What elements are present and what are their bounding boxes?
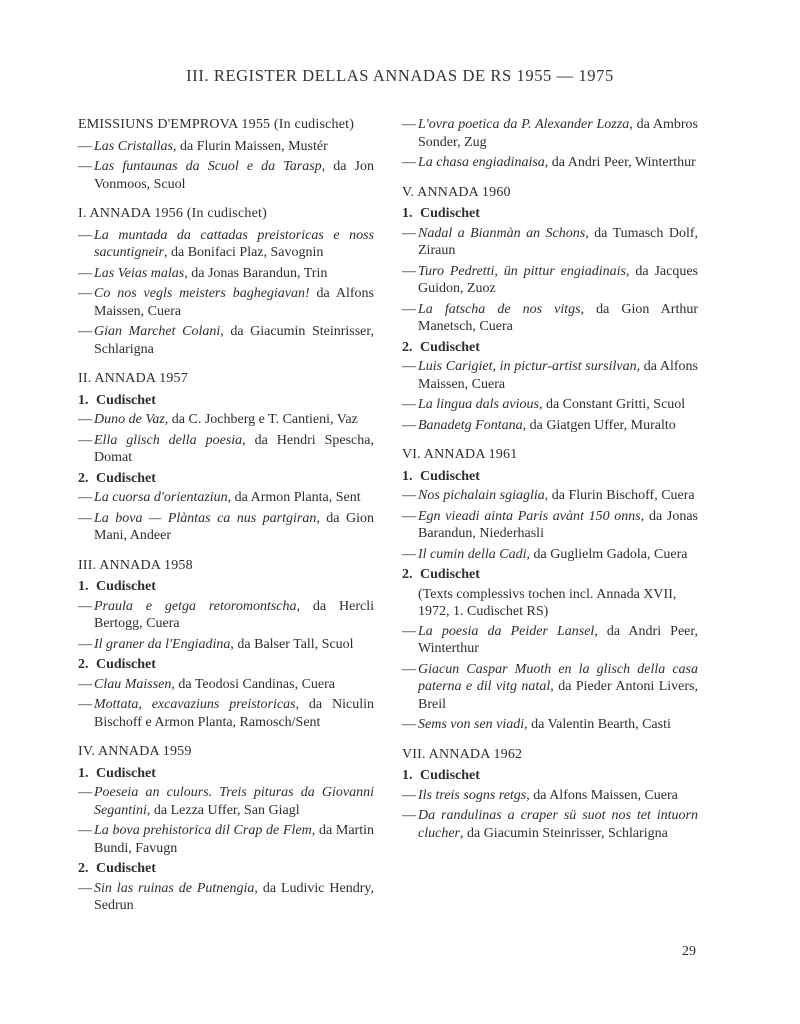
dash-marker: — xyxy=(78,432,92,448)
register-entry xyxy=(78,598,374,633)
cudischet-heading xyxy=(78,392,374,410)
register-entry xyxy=(402,487,698,505)
cudischet-label: Cudischet xyxy=(96,470,156,486)
cudischet-label: Cudischet xyxy=(420,339,480,355)
dash-marker: — xyxy=(402,546,416,562)
register-entry xyxy=(402,396,698,414)
cudischet-number: 2. xyxy=(78,861,89,876)
entry-title: Praula e getga retoromontscha xyxy=(94,598,297,614)
dash-marker: — xyxy=(78,159,92,174)
entry-title: Ella glisch della poesia xyxy=(94,432,243,448)
dash-marker: — xyxy=(402,155,416,170)
register-entry xyxy=(78,822,374,857)
cudischet-number: 1. xyxy=(78,765,89,781)
cudischet-label: Cudischet xyxy=(420,206,480,221)
entry-title: Poeseia an culours. Treis pituras da Giovanni Segantini xyxy=(94,785,374,818)
dash-marker: — xyxy=(78,785,92,800)
dash-marker: — xyxy=(402,117,416,132)
entry-author: , da Tumasch Dolf, Ziraun xyxy=(418,225,698,258)
entry-author: , da Gion Arthur Manetsch, Cuera xyxy=(418,301,698,334)
register-entry xyxy=(402,358,698,393)
entry-author: , da Andri Peer, Winterthur xyxy=(544,155,696,170)
entry-author: , da Hendri Spescha, Domat xyxy=(94,432,374,465)
entry-title: Las Cristallas xyxy=(94,138,173,154)
cudischet-heading xyxy=(78,470,374,488)
dash-marker: — xyxy=(78,636,92,652)
register-section xyxy=(402,746,698,843)
register-entry xyxy=(402,546,698,564)
register-entry xyxy=(78,696,374,731)
register-entry xyxy=(402,225,698,260)
entry-title: Mottata, excavaziuns preistoricas xyxy=(94,697,296,712)
register-entry xyxy=(402,807,698,842)
entry-author: , da Alfons Maissen, Cuera xyxy=(418,359,698,392)
cudischet-number: 2. xyxy=(402,567,413,582)
entry-title: Banadetg Fontana xyxy=(418,417,523,433)
entry-author: , da Ludivic Hendry, Sedrun xyxy=(94,880,374,913)
entry-title: La chasa engiadinaisa xyxy=(418,155,545,170)
dash-marker: — xyxy=(78,510,92,526)
entry-author: , da Hercli Bertogg, Cuera xyxy=(94,598,374,631)
cudischet-label: Cudischet xyxy=(420,567,480,582)
entry-author: , da Andri Peer, Winterthur xyxy=(418,623,698,656)
cudischet-label: Cudischet xyxy=(96,657,156,672)
dash-marker: — xyxy=(78,490,92,505)
entry-title: Nadal a Bianmàn an Schons xyxy=(418,225,586,241)
cudischet-number: 1. xyxy=(78,392,89,408)
cudischet-label: Cudischet xyxy=(420,768,480,783)
cudischet-label: Cudischet xyxy=(420,468,480,484)
entry-author: , da Alfons Maissen, Cuera xyxy=(526,787,678,803)
entry-author: , da Valentin Bearth, Casti xyxy=(524,717,671,732)
section-heading: VII. ANNADA 1962 xyxy=(402,746,523,762)
entry-author: , da Gion Mani, Andeer xyxy=(94,510,374,543)
entry-title: Sems von sen viadi xyxy=(418,717,525,732)
register-entry xyxy=(402,301,698,336)
register-entry xyxy=(402,263,698,298)
cudischet-label: Cudischet xyxy=(96,861,156,876)
register-entry xyxy=(78,323,374,358)
dash-marker: — xyxy=(402,787,416,803)
dash-marker: — xyxy=(78,598,92,614)
cudischet-number: 2. xyxy=(78,657,89,672)
entry-author: , da Jonas Barandun, Niederhasli xyxy=(418,508,698,541)
entry-author: , da Giacumin Steinrisser, Schlarigna xyxy=(459,825,668,841)
register-entry xyxy=(78,784,374,819)
cudischet-number: 1. xyxy=(402,206,413,221)
cudischet-heading xyxy=(78,578,374,596)
entry-title: Las Veias malas xyxy=(94,265,185,281)
dash-marker: — xyxy=(78,676,92,692)
entry-title: La bova — Plàntas ca nus partgiran xyxy=(94,510,317,526)
register-entry xyxy=(402,661,698,714)
cudischet-heading xyxy=(402,767,698,785)
cudischet-label: Cudischet xyxy=(96,579,156,594)
register-entry xyxy=(78,411,374,429)
entry-author: , da Jon Vonmoos, Scuol xyxy=(94,159,374,192)
register-section xyxy=(78,205,374,358)
section-heading: II. ANNADA 1957 xyxy=(78,371,188,386)
register-entry xyxy=(78,285,374,320)
register-entry xyxy=(78,227,374,262)
dash-marker: — xyxy=(402,717,416,732)
entry-author: , da Martin Bundi, Favugn xyxy=(94,823,374,856)
cudischet-number: 1. xyxy=(78,579,89,594)
register-entry xyxy=(402,116,698,151)
cudischet-label: Cudischet xyxy=(96,765,156,781)
entry-title: Nos pichalain sgiaglia xyxy=(418,488,545,503)
register-entry xyxy=(402,623,698,658)
register-entry xyxy=(78,138,374,156)
cudischet-note: (Texts complessivs tochen incl. Annada XVII, 1972, 1. Cudischet RS) xyxy=(418,586,677,619)
cudischet-heading xyxy=(402,205,698,223)
dash-marker: — xyxy=(402,225,416,241)
dash-marker: — xyxy=(402,417,416,433)
cudischet-heading xyxy=(78,656,374,674)
entry-author: , da Teodosi Candinas, Cuera xyxy=(171,676,336,692)
entry-title: Giacun Caspar Muoth en la glisch della casa paterna e dil vitg natal xyxy=(418,661,698,694)
register-entry xyxy=(78,489,374,507)
section-heading: VI. ANNADA 1961 xyxy=(402,447,518,462)
register-section xyxy=(78,370,374,545)
register-entry xyxy=(402,787,698,805)
entry-title: Egn vieadi ainta Paris avànt 150 onns xyxy=(418,508,641,524)
entry-title: La cuorsa d'orientaziun xyxy=(94,490,228,505)
dash-marker: — xyxy=(78,286,92,301)
register-section xyxy=(402,446,698,734)
register-entry xyxy=(402,417,698,435)
dash-marker: — xyxy=(402,623,416,639)
entry-title: Las funtaunas da Scuol e da Tarasp xyxy=(94,159,322,174)
entry-title: Duno de Vaz xyxy=(94,412,165,427)
entry-title: Turo Pedretti, ün pittur engiadinais xyxy=(418,263,626,279)
section-heading: IV. ANNADA 1959 xyxy=(78,744,192,759)
left-column xyxy=(78,116,374,927)
cudischet-number: 2. xyxy=(78,470,89,486)
entry-author: , da Lezza Uffer, San Giagl xyxy=(146,802,300,818)
entry-author: , da Pieder Antoni Livers, Breil xyxy=(418,679,698,712)
page-number: 29 xyxy=(682,944,696,959)
dash-marker: — xyxy=(402,301,416,317)
entry-title: Sin las ruinas de Putnengia xyxy=(94,880,255,896)
register-entry xyxy=(78,510,374,545)
register-section xyxy=(78,116,374,193)
dash-marker: — xyxy=(78,138,92,154)
entry-title: La lingua dals avious xyxy=(418,397,539,412)
dash-marker: — xyxy=(402,359,416,374)
entry-title: Da randulinas a craper sü suot nos tet intuorn clucher xyxy=(418,808,698,841)
register-section xyxy=(78,557,374,732)
entry-title: Gian Marchet Colani xyxy=(94,324,221,339)
register-entry xyxy=(402,508,698,543)
dash-marker: — xyxy=(78,412,92,427)
register-entry xyxy=(78,880,374,915)
entry-author: , da Ambros Sonder, Zug xyxy=(418,117,698,150)
dash-marker: — xyxy=(402,661,416,677)
cudischet-heading xyxy=(78,765,374,783)
dash-marker: — xyxy=(402,488,416,503)
register-entry xyxy=(402,154,698,172)
dash-marker: — xyxy=(402,397,416,412)
entry-title: Luis Carigiet, in pictur-artist sursilvan xyxy=(418,359,637,374)
dash-marker: — xyxy=(78,697,92,712)
entry-author: , da Balser Tall, Scuol xyxy=(230,636,354,652)
entry-title: La muntada da cattadas preistoricas e noss sacuntigneir xyxy=(94,227,374,260)
entry-title: La poesia da Peider Lansel xyxy=(418,623,595,639)
cudischet-number: 1. xyxy=(402,768,413,783)
section-heading: V. ANNADA 1960 xyxy=(402,184,511,200)
right-column xyxy=(402,116,698,854)
entry-author: , da Guglielm Gadola, Cuera xyxy=(526,546,688,562)
cudischet-heading xyxy=(402,566,698,584)
cudischet-label: Cudischet xyxy=(96,392,156,408)
register-entry xyxy=(78,676,374,694)
dash-marker: — xyxy=(402,808,416,823)
entry-title: La bova prehistorica dil Crap de Flem xyxy=(94,823,312,838)
entry-title: La fatscha de nos vitgs xyxy=(418,301,581,317)
register-section xyxy=(78,743,374,915)
entry-author: , da Jacques Guidon, Zuoz xyxy=(418,263,698,296)
register-section xyxy=(402,116,698,172)
register-entry xyxy=(402,716,698,734)
register-section xyxy=(402,184,698,435)
entry-author: da Alfons Maissen, Cuera xyxy=(94,286,374,319)
dash-marker: — xyxy=(78,324,92,339)
dash-marker: — xyxy=(78,227,92,243)
entry-author: , da Flurin Maissen, Mustér xyxy=(172,138,328,154)
entry-author: , da Armon Planta, Sent xyxy=(227,490,361,505)
register-entry xyxy=(78,432,374,467)
entry-author: , da Giatgen Uffer, Muralto xyxy=(522,417,676,433)
cudischet-heading xyxy=(78,860,374,878)
entry-author: , da Giacumin Steinrisser, Schlarigna xyxy=(94,324,374,357)
cudischet-heading xyxy=(402,468,698,486)
dash-marker: — xyxy=(78,823,92,838)
dash-marker: — xyxy=(402,263,416,279)
dash-marker: — xyxy=(78,880,92,896)
entry-title: Il graner da l'Engiadina xyxy=(94,636,231,652)
cudischet-number: 2. xyxy=(402,339,413,355)
cudischet-number: 1. xyxy=(402,468,413,484)
section-heading: III. ANNADA 1958 xyxy=(78,557,193,573)
register-entry xyxy=(78,636,374,654)
register-entry xyxy=(78,158,374,193)
cudischet-heading xyxy=(402,339,698,357)
entry-author: , da Niculin Bischoff e Armon Planta, Ramosch/Sent xyxy=(94,697,374,730)
entry-title: Ils treis sogns retgs xyxy=(418,787,527,803)
section-heading: EMISSIUNS D'EMPROVA 1955 (In cudischet) xyxy=(78,117,355,132)
section-heading: I. ANNADA 1956 (In cudischet) xyxy=(78,206,267,221)
entry-author: , da Jonas Barandun, Trin xyxy=(184,265,328,281)
entry-author: , da Constant Gritti, Scuol xyxy=(538,397,686,412)
entry-author: , da C. Jochberg e T. Cantieni, Vaz xyxy=(164,412,358,427)
dash-marker: — xyxy=(402,508,416,524)
entry-title: Clau Maissen xyxy=(94,676,172,692)
register-entry xyxy=(78,265,374,283)
entry-title: L'ovra poetica da P. Alexander Lozza xyxy=(418,117,630,132)
entry-author: , da Flurin Bischoff, Cuera xyxy=(544,488,695,503)
entry-author: , da Bonifaci Plaz, Savognin xyxy=(164,245,324,260)
entry-title: Co nos vegls meisters baghegiavan! xyxy=(94,286,310,301)
page-title: III. REGISTER DELLAS ANNADAS DE RS 1955 — 1975 xyxy=(186,66,614,85)
dash-marker: — xyxy=(78,265,92,281)
entry-title: Il cumin della Cadi xyxy=(418,546,527,562)
